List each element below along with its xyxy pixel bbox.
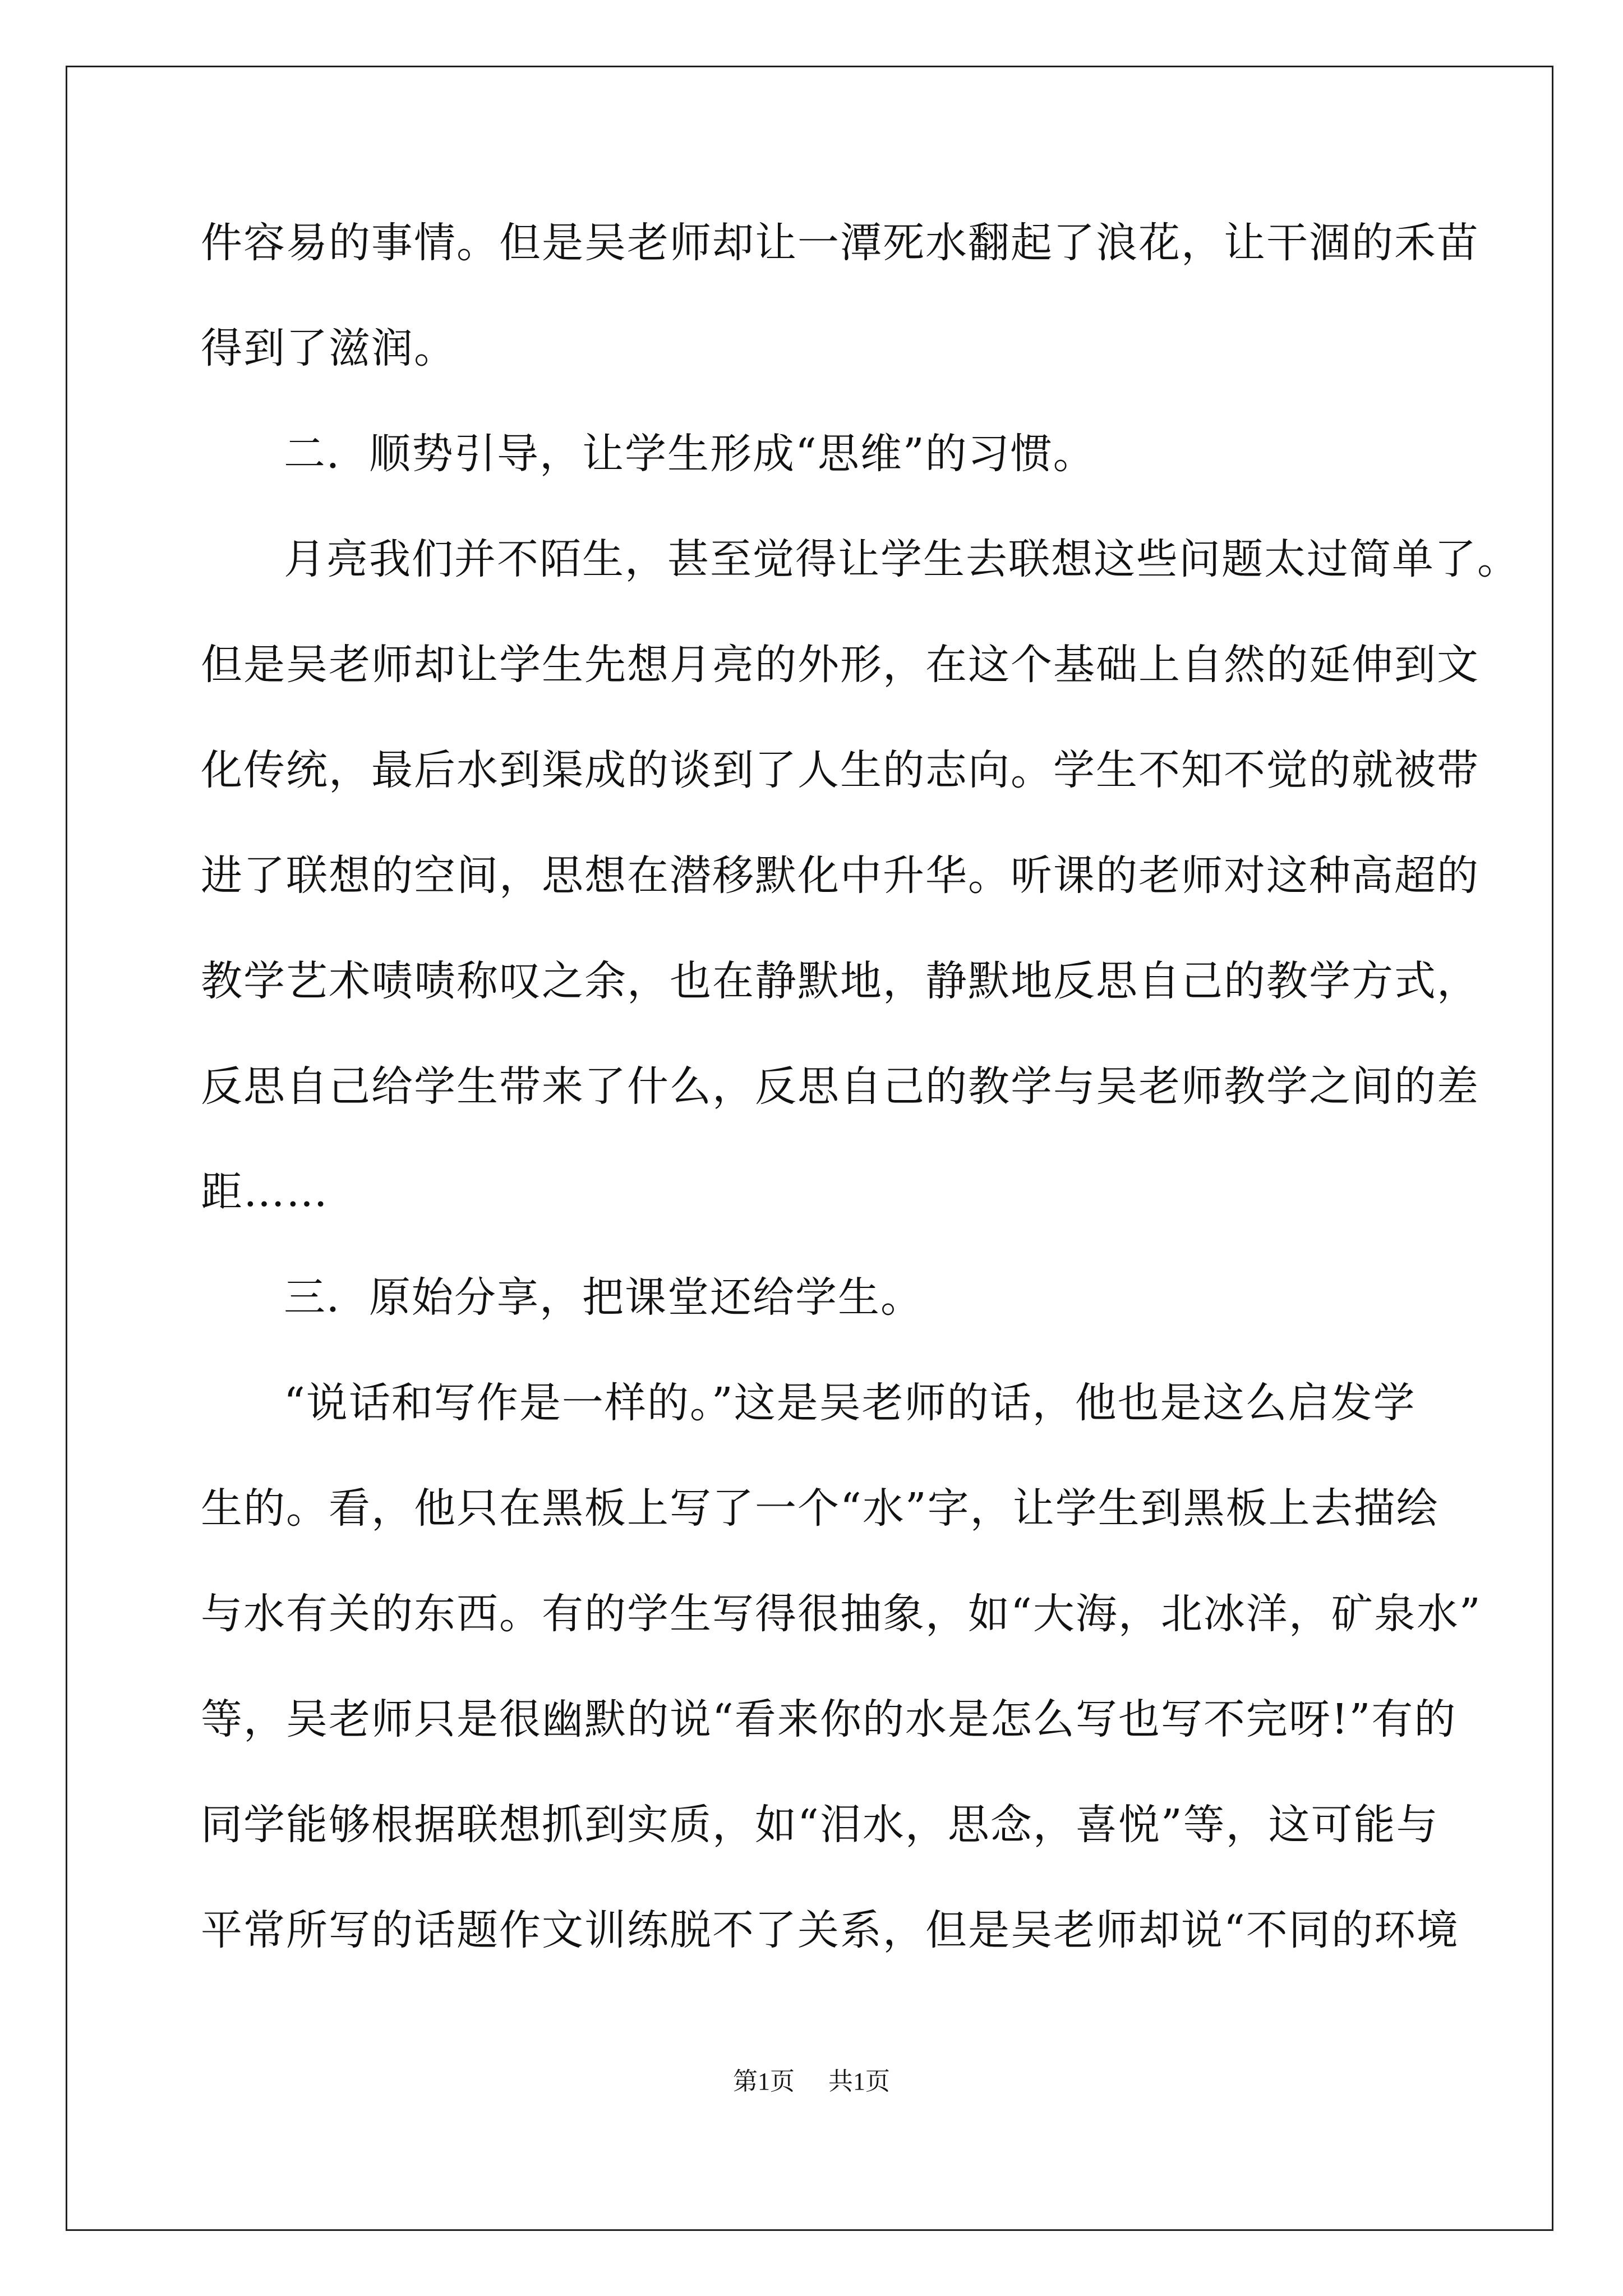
page-number-current: 第1页 (733, 2068, 795, 2095)
body-line: 化传统，最后水到渠成的谈到了人生的志向。学生不知不觉的就被带 (201, 746, 1479, 794)
paragraph-start: “说话和写作是一样的。”这是吴老师的话，他也是这么启发学 (284, 1379, 1416, 1427)
body-line: 距…… (201, 1168, 329, 1216)
paragraph-start: 月亮我们并不陌生，甚至觉得让学生去联想这些问题太过简单了。 (284, 535, 1520, 583)
body-line: 同学能够根据联想抓到实质，如“泪水，思念，喜悦”等，这可能与 (201, 1801, 1439, 1849)
body-line: 平常所写的话题作文训练脱不了关系，但是吴老师却说“不同的环境 (201, 1906, 1459, 1954)
document-body (201, 218, 1520, 2010)
body-line: 与水有关的东西。有的学生写得很抽象，如“大海，北冰洋，矿泉水” (201, 1590, 1482, 1638)
body-line: 件容易的事情。但是吴老师却让一潭死水翻起了浪花，让干涸的禾苗 (201, 219, 1479, 267)
body-line: 进了联想的空间，思想在潜移默化中升华。听课的老师对这种高超的 (201, 852, 1479, 900)
body-line: 生的。看，他只在黑板上写了一个“水”字，让学生到黑板上去描绘 (201, 1484, 1439, 1533)
body-line: 等，吴老师只是很幽默的说“看来你的水是怎么写也写不完呀!”有的 (201, 1695, 1457, 1743)
page-footer (0, 2067, 1623, 2096)
section-heading: 二．顺势引导，让学生形成“思维”的习惯。 (284, 430, 1096, 478)
body-line: 但是吴老师却让学生先想月亮的外形，在这个基础上自然的延伸到文 (201, 641, 1479, 689)
section-heading: 三．原始分享，把课堂还给学生。 (284, 1273, 923, 1322)
body-line: 得到了滋润。 (201, 324, 457, 372)
body-line: 反思自己给学生带来了什么，反思自己的教学与吴老师教学之间的差 (201, 1062, 1479, 1111)
body-line: 教学艺术啧啧称叹之余，也在静默地，静默地反思自己的教学方式， (201, 957, 1479, 1005)
page-number-total: 共1页 (828, 2068, 890, 2095)
